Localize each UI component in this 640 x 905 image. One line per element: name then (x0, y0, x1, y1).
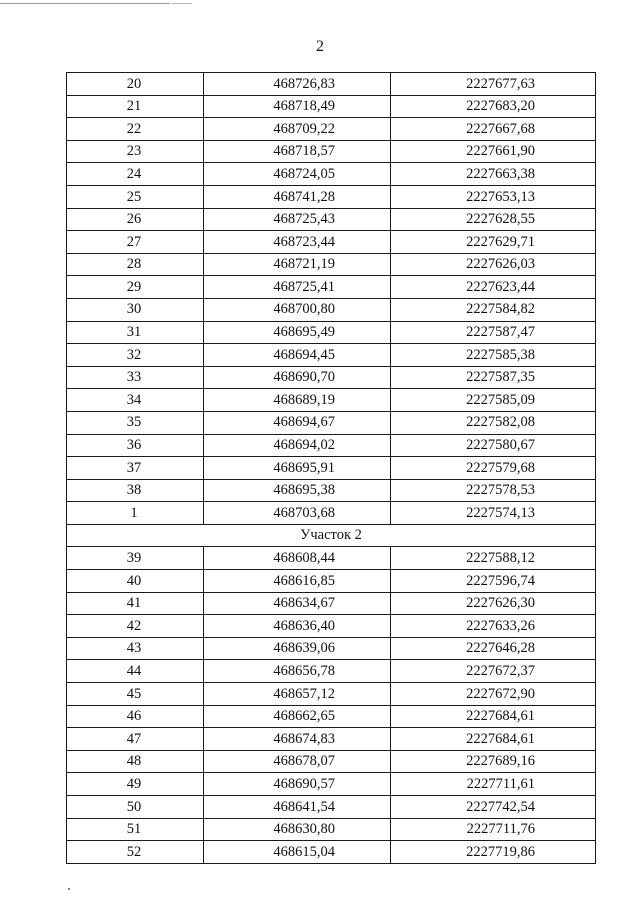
scan-edge-line (172, 3, 192, 4)
point-number-cell: 45 (67, 683, 204, 706)
table-row (67, 434, 596, 457)
table-row (67, 73, 596, 96)
section-header-row (67, 524, 596, 547)
y-coordinate-cell: 2227667,68 (391, 118, 596, 141)
table-row (67, 95, 596, 118)
coordinates-table (66, 72, 596, 864)
point-number-cell: 29 (67, 276, 204, 299)
scan-edge-line (0, 3, 170, 4)
y-coordinate-cell: 2227663,38 (391, 163, 596, 186)
y-coordinate-cell: 2227633,26 (391, 615, 596, 638)
table-row (67, 750, 596, 773)
y-coordinate-cell: 2227580,67 (391, 434, 596, 457)
table-row (67, 140, 596, 163)
x-coordinate-cell: 468694,45 (204, 344, 391, 367)
table-row (67, 683, 596, 706)
y-coordinate-cell: 2227684,61 (391, 705, 596, 728)
point-number-cell: 28 (67, 253, 204, 276)
point-number-cell: 31 (67, 321, 204, 344)
y-coordinate-cell: 2227677,63 (391, 73, 596, 96)
x-coordinate-cell: 468639,06 (204, 637, 391, 660)
table-row (67, 253, 596, 276)
table-row (67, 841, 596, 864)
y-coordinate-cell: 2227646,28 (391, 637, 596, 660)
y-coordinate-cell: 2227719,86 (391, 841, 596, 864)
point-number-cell: 52 (67, 841, 204, 864)
table-row (67, 773, 596, 796)
point-number-cell: 51 (67, 818, 204, 841)
y-coordinate-cell: 2227629,71 (391, 231, 596, 254)
point-number-cell: 40 (67, 570, 204, 593)
y-coordinate-cell: 2227684,61 (391, 728, 596, 751)
table-row (67, 615, 596, 638)
table-row (67, 389, 596, 412)
coordinates-table-body (67, 73, 596, 864)
y-coordinate-cell: 2227661,90 (391, 140, 596, 163)
point-number-cell: 1 (67, 502, 204, 525)
point-number-cell: 42 (67, 615, 204, 638)
table-row (67, 208, 596, 231)
y-coordinate-cell: 2227574,13 (391, 502, 596, 525)
table-row (67, 185, 596, 208)
y-coordinate-cell: 2227587,47 (391, 321, 596, 344)
x-coordinate-cell: 468657,12 (204, 683, 391, 706)
x-coordinate-cell: 468700,80 (204, 298, 391, 321)
x-coordinate-cell: 468725,41 (204, 276, 391, 299)
x-coordinate-cell: 468721,19 (204, 253, 391, 276)
table-row (67, 637, 596, 660)
table-row (67, 660, 596, 683)
x-coordinate-cell: 468703,68 (204, 502, 391, 525)
table-row (67, 344, 596, 367)
x-coordinate-cell: 468634,67 (204, 592, 391, 615)
point-number-cell: 36 (67, 434, 204, 457)
table-row (67, 479, 596, 502)
x-coordinate-cell: 468656,78 (204, 660, 391, 683)
x-coordinate-cell: 468724,05 (204, 163, 391, 186)
table-row (67, 366, 596, 389)
point-number-cell: 50 (67, 796, 204, 819)
y-coordinate-cell: 2227689,16 (391, 750, 596, 773)
x-coordinate-cell: 468608,44 (204, 547, 391, 570)
y-coordinate-cell: 2227582,08 (391, 411, 596, 434)
point-number-cell: 49 (67, 773, 204, 796)
point-number-cell: 24 (67, 163, 204, 186)
y-coordinate-cell: 2227623,44 (391, 276, 596, 299)
point-number-cell: 20 (67, 73, 204, 96)
y-coordinate-cell: 2227578,53 (391, 479, 596, 502)
point-number-cell: 44 (67, 660, 204, 683)
table-row (67, 163, 596, 186)
table-row (67, 592, 596, 615)
x-coordinate-cell: 468641,54 (204, 796, 391, 819)
x-coordinate-cell: 468718,49 (204, 95, 391, 118)
x-coordinate-cell: 468678,07 (204, 750, 391, 773)
table-row (67, 570, 596, 593)
x-coordinate-cell: 468725,43 (204, 208, 391, 231)
y-coordinate-cell: 2227588,12 (391, 547, 596, 570)
point-number-cell: 30 (67, 298, 204, 321)
y-coordinate-cell: 2227585,09 (391, 389, 596, 412)
x-coordinate-cell: 468689,19 (204, 389, 391, 412)
point-number-cell: 33 (67, 366, 204, 389)
table-row (67, 502, 596, 525)
x-coordinate-cell: 468694,67 (204, 411, 391, 434)
y-coordinate-cell: 2227585,38 (391, 344, 596, 367)
point-number-cell: 41 (67, 592, 204, 615)
table-row (67, 118, 596, 141)
y-coordinate-cell: 2227626,30 (391, 592, 596, 615)
table-row (67, 705, 596, 728)
point-number-cell: 26 (67, 208, 204, 231)
table-row (67, 728, 596, 751)
table-row (67, 321, 596, 344)
y-coordinate-cell: 2227711,61 (391, 773, 596, 796)
y-coordinate-cell: 2227742,54 (391, 796, 596, 819)
table-row (67, 231, 596, 254)
point-number-cell: 27 (67, 231, 204, 254)
x-coordinate-cell: 468690,57 (204, 773, 391, 796)
point-number-cell: 39 (67, 547, 204, 570)
point-number-cell: 43 (67, 637, 204, 660)
table-row (67, 411, 596, 434)
point-number-cell: 21 (67, 95, 204, 118)
point-number-cell: 46 (67, 705, 204, 728)
x-coordinate-cell: 468709,22 (204, 118, 391, 141)
y-coordinate-cell: 2227683,20 (391, 95, 596, 118)
y-coordinate-cell: 2227584,82 (391, 298, 596, 321)
table-row (67, 547, 596, 570)
point-number-cell: 22 (67, 118, 204, 141)
table-row (67, 796, 596, 819)
x-coordinate-cell: 468615,04 (204, 841, 391, 864)
x-coordinate-cell: 468694,02 (204, 434, 391, 457)
point-number-cell: 37 (67, 457, 204, 480)
x-coordinate-cell: 468741,28 (204, 185, 391, 208)
point-number-cell: 47 (67, 728, 204, 751)
point-number-cell: 35 (67, 411, 204, 434)
page-number: 2 (316, 38, 324, 55)
x-coordinate-cell: 468662,65 (204, 705, 391, 728)
y-coordinate-cell: 2227711,76 (391, 818, 596, 841)
x-coordinate-cell: 468636,40 (204, 615, 391, 638)
y-coordinate-cell: 2227579,68 (391, 457, 596, 480)
y-coordinate-cell: 2227587,35 (391, 366, 596, 389)
x-coordinate-cell: 468695,91 (204, 457, 391, 480)
table-row (67, 276, 596, 299)
point-number-cell: 32 (67, 344, 204, 367)
x-coordinate-cell: 468690,70 (204, 366, 391, 389)
x-coordinate-cell: 468726,83 (204, 73, 391, 96)
point-number-cell: 25 (67, 185, 204, 208)
x-coordinate-cell: 468695,38 (204, 479, 391, 502)
y-coordinate-cell: 2227653,13 (391, 185, 596, 208)
section-title: Участок 2 (67, 524, 596, 547)
y-coordinate-cell: 2227626,03 (391, 253, 596, 276)
point-number-cell: 48 (67, 750, 204, 773)
x-coordinate-cell: 468695,49 (204, 321, 391, 344)
scan-speck (68, 888, 70, 890)
point-number-cell: 23 (67, 140, 204, 163)
table-row (67, 818, 596, 841)
y-coordinate-cell: 2227596,74 (391, 570, 596, 593)
table-row (67, 298, 596, 321)
y-coordinate-cell: 2227672,37 (391, 660, 596, 683)
point-number-cell: 38 (67, 479, 204, 502)
x-coordinate-cell: 468674,83 (204, 728, 391, 751)
y-coordinate-cell: 2227628,55 (391, 208, 596, 231)
x-coordinate-cell: 468630,80 (204, 818, 391, 841)
y-coordinate-cell: 2227672,90 (391, 683, 596, 706)
point-number-cell: 34 (67, 389, 204, 412)
x-coordinate-cell: 468718,57 (204, 140, 391, 163)
x-coordinate-cell: 468723,44 (204, 231, 391, 254)
table-row (67, 457, 596, 480)
x-coordinate-cell: 468616,85 (204, 570, 391, 593)
